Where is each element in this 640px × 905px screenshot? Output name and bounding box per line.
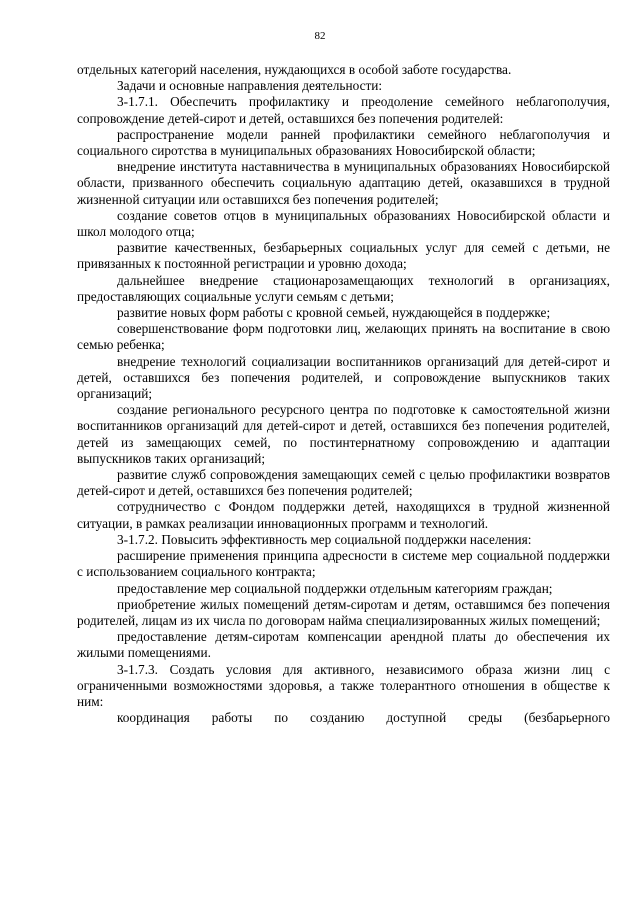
paragraph: распространение модели ранней профилактики семейного неблагополучия и социального сиротства в муниципальных образованиях Новосибирской области; bbox=[77, 126, 610, 159]
page-number: 82 bbox=[314, 30, 326, 42]
paragraph: внедрение технологий социализации воспитанников организаций для детей-сирот и детей, оставшихся без попечения родителей, и сопровождение выпускников таких организаций; bbox=[77, 353, 610, 402]
paragraph: развитие служб сопровождения замещающих семей с целью профилактики возвратов детей-сирот и детей, оставшихся без попечения родителей; bbox=[77, 467, 610, 499]
paragraph: создание советов отцов в муниципальных образованиях Новосибирской области и школ молодого отца; bbox=[77, 207, 610, 240]
paragraph: 3-1.7.3. Создать условия для активного, независимого образа жизни лиц с ограниченными возможностями здоровья, а также толерантного отношения в обществе к ним: bbox=[77, 661, 610, 709]
paragraph: развитие новых форм работы с кровной семьей, нуждающейся в поддержке; bbox=[117, 305, 551, 321]
paragraph: создание регионального ресурсного центра по подготовке к самостоятельной жизни воспитанников организаций для детей-сирот и детей, оставшихся без попечения родителей, детей из замещающих семей, по постинтернатному сопровождению и адаптации выпускников таких организаций; bbox=[77, 402, 610, 466]
paragraph: развитие качественных, безбарьерных социальных услуг для семей с детьми, не привязанных к постоянной регистрации и уровню дохода; bbox=[77, 240, 610, 272]
paragraph: отдельных категорий населения, нуждающихся в особой заботе государства. bbox=[77, 62, 512, 77]
document-body bbox=[77, 62, 610, 726]
paragraph: Задачи и основные направления деятельности: bbox=[117, 78, 383, 94]
paragraph: предоставление мер социальной поддержки отдельным категориям граждан; bbox=[117, 580, 553, 596]
paragraph: 3-1.7.1. Обеспечить профилактику и преодоление семейного неблагополучия, сопровождение детей-сирот и детей, оставшихся без попечения родителей: bbox=[77, 94, 610, 126]
paragraph: внедрение института наставничества в муниципальных образованиях Новосибирской области, призванного обеспечить социальную адаптацию детей, оказавшихся в трудной жизненной ситуации или оставшихся без попечения родителей; bbox=[77, 159, 610, 207]
paragraph: предоставление детям-сиротам компенсации арендной платы до обеспечения их жилыми помещениями. bbox=[77, 629, 610, 661]
paragraph: расширение применения принципа адресности в системе мер социальной поддержки с использованием социального контракта; bbox=[77, 548, 610, 580]
paragraph: дальнейшее внедрение стационарозамещающих технологий в организациях, предоставляющих социальные услуги семьям с детьми; bbox=[77, 272, 610, 304]
paragraph: сотрудничество с Фондом поддержки детей, находящихся в трудной жизненной ситуации, в рамках реализации инновационных программ и технологий. bbox=[77, 499, 610, 531]
paragraph: совершенствование форм подготовки лиц, желающих принять на воспитание в свою семью ребенка; bbox=[77, 321, 610, 353]
paragraph: приобретение жилых помещений детям-сиротам и детям, оставшимся без попечения родителей, лицам из их числа по договорам найма специализированных жилых помещений; bbox=[77, 596, 610, 628]
paragraph: координация работы по созданию доступной среды (безбарьерного bbox=[117, 710, 610, 726]
paragraph: 3-1.7.2. Повысить эффективность мер социальной поддержки населения: bbox=[117, 531, 532, 547]
